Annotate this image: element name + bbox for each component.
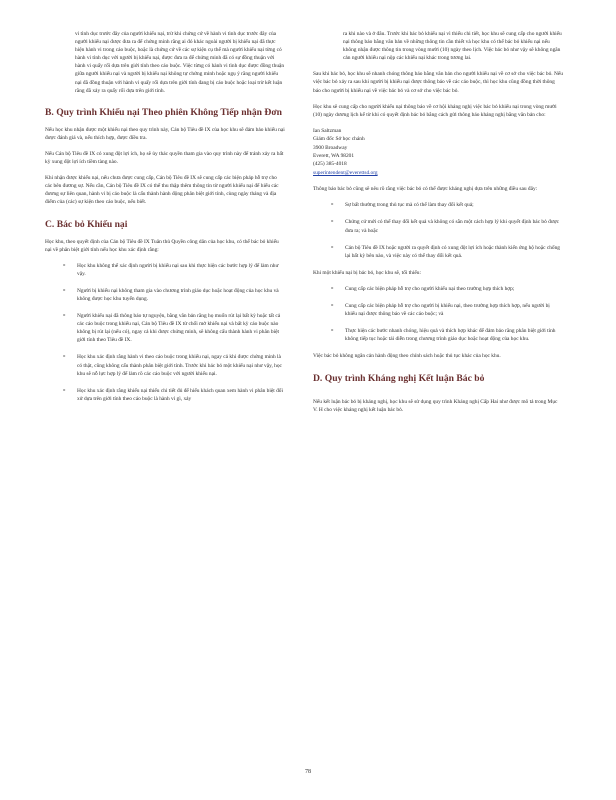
appeal-notice-paragraph: Học khu sẽ cung cấp cho người khiếu nại thông báo về cơ hội kháng nghị việc bác bỏ khiếu nại trong vòng mười (10) ngày dương lịch kể từ khi có quyết định bác bỏ bằng cách gửi thông báo kháng nghị bằng văn bản cho: [313, 103, 557, 118]
address-name: Ian Saltzman [313, 127, 342, 134]
appeal-grounds-list [313, 201, 563, 259]
bullet-icon: » [331, 244, 334, 250]
section-d-paragraph: Nếu kết luận bác bỏ bị kháng nghị, học khu sẽ sử dụng quy trình Kháng nghị Cấp Hai như được mô tả trong Mục V. H cho việc kháng nghị kết luận bác bỏ. [313, 398, 558, 413]
section-b-paragraph-3: Khi nhận được khiếu nại, nếu chưa được cung cấp, Cán bộ Tiêu đề IX sẽ cung cấp các biện pháp hỗ trợ cho các bên đương sự. Nếu cần, Cán bộ Tiêu đề IX có thể thu thập thêm thông tin từ người khiếu nại để hiểu các đương sự liên quan, hành vi bị cáo buộc là cấu thành hành động phân biệt giới tính, cùng ngày tháng và địa điểm của (các) sự kiện theo cáo buộc, nếu biết. [45, 175, 279, 206]
list-item [313, 218, 563, 234]
section-c-heading: C. Bác bỏ Khiếu nại [45, 218, 128, 230]
policy-note-paragraph: Việc bác bỏ không ngăn cản hành động theo chính sách hoặc thủ tục khác của học khu. [313, 353, 501, 360]
notice-paragraph: Sau khi bác bỏ, học khu sẽ nhanh chóng thông báo bằng văn bản cho người khiếu nại về cơ sở cho việc bác bỏ. Nếu việc bác bỏ xảy ra sau khi người bị khiếu nại được thông báo về các cáo buộc, thì học khu cũng đồng thời thông báo cho người bị khiếu nại về việc bác bỏ và cơ sở cho việc bác bỏ. [313, 71, 563, 94]
bullet-icon: » [331, 219, 334, 225]
superintendent-address [313, 127, 563, 177]
list-item-text: Thực hiện các bước nhanh chóng, hiệu quả và thích hợp khác để đảm bảo rằng phân biệt giới tính không tiếp tục hoặc tái diễn trong chương trình giáo dục hoặc hoạt động của học khu. [345, 328, 556, 343]
dismissal-criteria-list [45, 262, 285, 403]
bullet-icon: » [63, 287, 66, 293]
list-item-text: Học khu xác định rằng hành vi theo cáo buộc trong khiếu nại, ngay cả khi được chứng minh là có thật, cũng không cấu thành phân biệt giới tính. Trước khi bác bỏ một khiếu nại như vậy, học khu sẽ nỗ lực hợp lý để làm rõ các cáo buộc với người khiếu nại. [77, 354, 282, 377]
list-item-text: Học khu xác định rằng khiếu nại thiếu chi tiết đủ để hiểu khách quan xem hành vi phân biệt đối xử dựa trên giới tính theo cáo buộc là hành vi gì, xảy [77, 387, 283, 402]
list-item-text: Học khu không thể xác định người bị khiếu nại sau khi thực hiện các bước hợp lý để làm như vậy. [77, 262, 279, 277]
intro-paragraph: vi tình dục trước đây của người khiếu nại, trừ khi chứng cứ về hành vi tình dục trước đây của người khiếu nại được đưa ra để chứng minh rằng ai đó khác ngoài người bị khiếu nại đã thực hiện hành vi trong cáo buộc, hoặc là chứng cứ về các sự kiện cụ thể mà người khiếu nại từng có hành vi tình dục với người bị khiếu nại, được đưa ra để chứng minh đã có sự đồng thuận với hành vi quấy rối dựa trên giới tính theo cáo buộc. Việc từng có hành vi tình dục được đồng thuận giữa người khiếu nại và người bị khiếu nại không tự chứng minh hoặc ngụ ý rằng người khiếu nại đã đồng thuận với hành vi quấy rối dựa trên giới tính đang bị cáo buộc hoặc loại trừ kết luận rằng đã xảy ra quấy rối dựa trên giới tính. [75, 31, 285, 94]
bullet-icon: » [63, 354, 66, 360]
list-item [45, 262, 285, 278]
bullet-icon: » [331, 303, 334, 309]
list-item-text: Cung cấp các biện pháp hỗ trợ cho người bị khiếu nại, theo trường hợp thích hợp, nếu người bị khiếu nại được thông báo về các cáo buộc; và [345, 303, 550, 318]
list-item-text: Cán bộ Tiêu đề IX hoặc người ra quyết định có xung đột lợi ích hoặc thành kiến ứng hộ hoặc chống lại bất kỳ bên nào, và việc này có thể thay đổi kết quả. [345, 244, 561, 259]
list-item-text: Sự bất thường trong thủ tục mà có thể làm thay đổi kết quả; [345, 202, 474, 209]
list-item-text: Người khiếu nại đã thông báo tự nguyện, bằng văn bản rằng họ muốn rút lại bất kỳ hoặc tất cả các cáo buộc trong khiếu nại, Cán bộ Tiêu đề IX từ chối mở khiếu nại và bất kỳ cáo buộc nào không bị rút lại (nếu có), ngay cả khi được chứng minh, sẽ không cấu thành hành vi phân biệt giới tính theo Tiêu đề IX. [77, 313, 281, 344]
address-city: Everett, WA 98201 [313, 153, 355, 160]
list-item [313, 285, 563, 293]
email-link[interactable]: superintendent@everettsd.org [313, 169, 378, 176]
left-column [45, 30, 285, 412]
list-item [45, 387, 285, 403]
list-item-text: Người bị khiếu nại không tham gia vào chương trình giáo dục hoặc hoạt động của học khu và không được học khu tuyển dụng. [77, 287, 279, 302]
page-number: 78 [305, 769, 311, 775]
bullet-icon: » [331, 202, 334, 208]
right-column [313, 30, 563, 422]
list-item-text: Chứng cứ mới có thể thay đổi kết quả và không có sẵn một cách hợp lý khi quyết định bác bỏ được đưa ra; và hoặc [345, 219, 560, 234]
bullet-icon: » [63, 313, 66, 319]
section-b-paragraph-1: Nếu học khu nhận được một khiếu nại theo quy trình này, Cán bộ Tiêu đề IX của học khu sẽ đảm bảo khiếu nại được đánh giá và, nếu thích hợp, được điều tra. [45, 126, 285, 141]
minimum-actions-list [313, 285, 563, 343]
section-b-heading: B. Quy trình Khiếu nại Theo phiên Không Tiếp nhận Đơn [45, 106, 282, 118]
list-item [313, 302, 563, 318]
address-phone: (425) 385-4018 [313, 161, 347, 168]
address-title: Giám đốc Sở học chánh [313, 136, 365, 143]
address-street: 3900 Broadway [313, 144, 348, 151]
continued-paragraph: ra khi nào và ở đâu. Trước khi bác bỏ khiếu nại vì thiếu chi tiết, học khu sẽ cung cấp cho người khiếu nại thông báo bằng văn bản về những thông tin cần thiết và học khu có thể bác bỏ khiếu nại nếu không nhận được thông tin trong vòng mười (10) ngày theo lịch. Việc bác bỏ như vậy sẽ không ngăn cản người khiếu nại nộp các khiếu nại khác trong tương lai. [343, 31, 562, 62]
list-item [45, 312, 285, 344]
bullet-icon: » [331, 285, 334, 291]
list-item [45, 353, 285, 377]
list-item [313, 244, 563, 260]
section-c-intro: Học khu, theo quyết định của Cán bộ Tiêu đề IX Tuân thủ Quyền công dân của học khu, có thể bác bỏ khiếu nại về phân biệt giới tính nếu học khu xác định rằng: [45, 238, 279, 253]
section-d-heading: D. Quy trình Kháng nghị Kết luận Bác bỏ [313, 372, 485, 384]
list-item [45, 287, 285, 303]
bullet-icon: » [331, 328, 334, 334]
minimum-actions-paragraph: Khi một khiếu nại bị bác bỏ, học khu sẽ, tối thiểu: [313, 269, 421, 276]
appeal-grounds-paragraph: Thông báo bác bỏ cũng sẽ nêu rõ rằng việc bác bỏ có thể được kháng nghị dựa trên những điều sau đây: [313, 186, 538, 193]
list-item [313, 327, 563, 343]
bullet-icon: » [63, 262, 66, 268]
section-b-paragraph-2: Nếu Cán bộ Tiêu đề IX có xung đột lợi ích, họ sẽ ủy thác quyền tham gia vào quy trình này để tránh xảy ra bất kỳ xung đột lợi ích tiềm tàng nào. [45, 150, 284, 166]
bullet-icon: » [63, 387, 66, 393]
list-item-text: Cung cấp các biện pháp hỗ trợ cho người khiếu nại theo trường hợp thích hợp; [345, 285, 515, 292]
list-item [313, 201, 563, 209]
